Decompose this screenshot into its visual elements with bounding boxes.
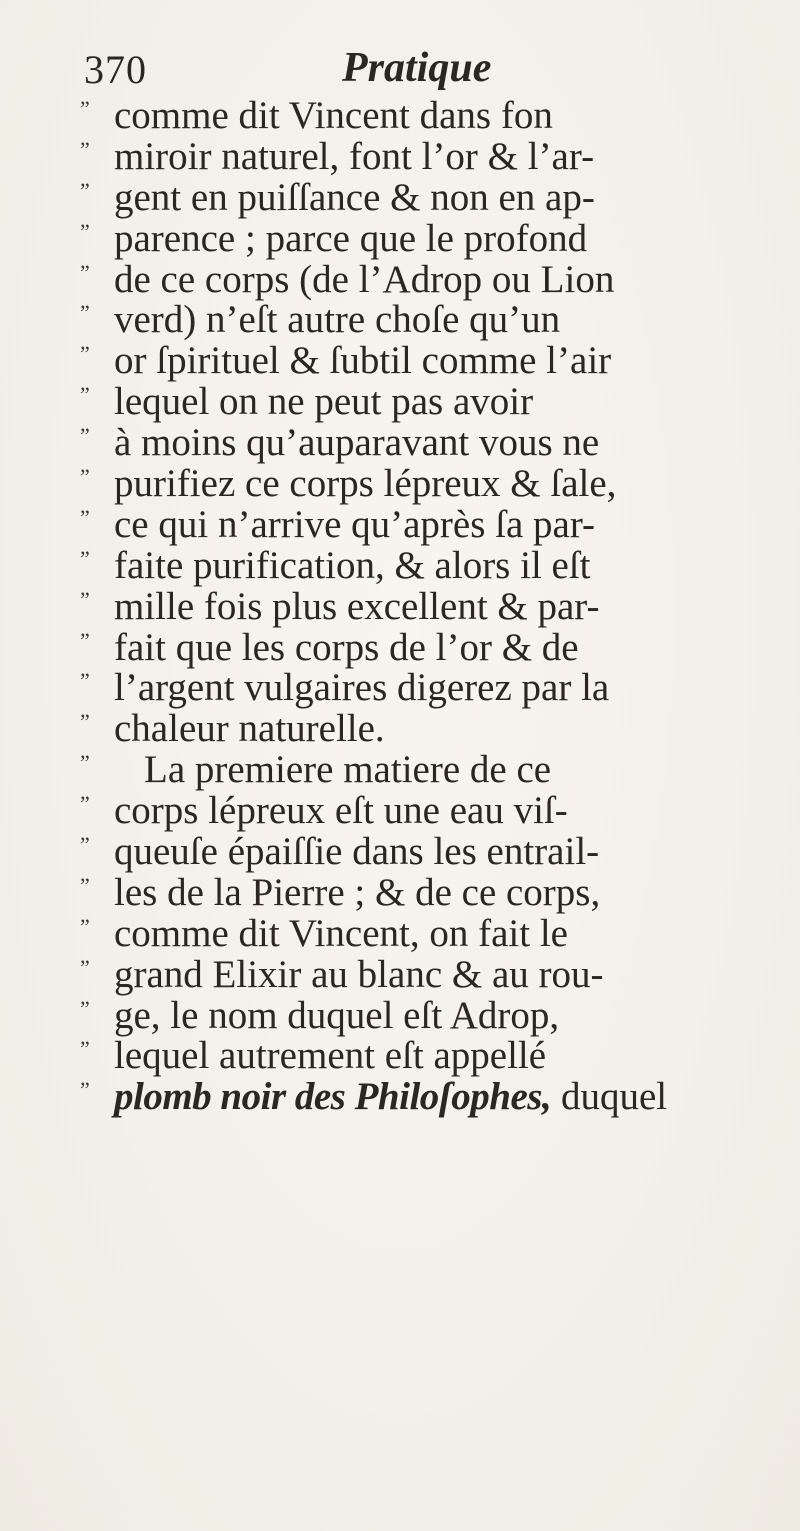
text-line (80, 216, 720, 260)
text-line (80, 1077, 720, 1118)
line-text: chaleur naturelle. (114, 707, 385, 751)
quote-mark: ” (80, 218, 90, 244)
italic-phrase: plomb noir des Philoſophes, (114, 1075, 552, 1119)
quote-mark: ” (80, 832, 90, 858)
text-line (80, 993, 720, 1037)
quote-mark: ” (80, 913, 90, 939)
line-text: queuſe épaiſſie dans les entrail- (114, 830, 600, 874)
line-text: comme dit Vincent dans fon (114, 94, 553, 137)
line-text: lequel autrement eſt appellé (114, 1034, 547, 1078)
quote-mark: ” (80, 341, 90, 367)
quote-mark: ” (80, 872, 90, 898)
line-text: corps lépreux eſt une eau viſ- (114, 789, 568, 833)
quote-mark: ” (80, 300, 90, 326)
text-line (80, 96, 720, 137)
line-text: l’argent vulgaires digerez par la (114, 666, 610, 710)
quote-mark: ” (80, 791, 90, 817)
line-text: gent en puiſſance & non en ap- (114, 175, 595, 219)
line-text: grand Elixir au blanc & au rou- (114, 952, 604, 996)
quote-mark: ” (80, 709, 90, 735)
quote-mark: ” (80, 1077, 90, 1103)
line-text: verd) n’eſt autre choſe qu’un (114, 298, 561, 342)
quote-mark: ” (80, 954, 90, 980)
quote-mark: ” (80, 423, 90, 449)
line-text: les de la Pierre ; & de ce corps, (114, 870, 601, 914)
text-line (80, 134, 720, 178)
paragraph-start-line (80, 750, 720, 791)
text-line (80, 911, 720, 955)
text-line (80, 625, 720, 669)
quote-mark: ” (80, 750, 90, 776)
page-number: 370 (84, 47, 147, 92)
line-text: or ſpirituel & ſubtil comme l’air (114, 339, 612, 383)
line-text: à moins qu’auparavant vous ne (114, 421, 600, 465)
line-text: comme dit Vincent, on fait le (114, 911, 568, 955)
quote-mark: ” (80, 259, 90, 285)
text-line (80, 257, 720, 301)
line-text: La premiere matiere de ce (144, 748, 552, 792)
text-line (80, 709, 720, 750)
text-line (80, 464, 720, 505)
line-text: ce qui n’arrive qu’après ſa par- (114, 502, 596, 546)
text-line (80, 543, 720, 587)
quote-mark: ” (80, 668, 90, 694)
line-text: ge, le nom duquel eſt Adrop, (114, 993, 560, 1037)
text-line (80, 1036, 720, 1077)
quote-mark: ” (80, 177, 90, 203)
line-text: miroir naturel, font l’or & l’ar- (114, 134, 595, 178)
text-line (80, 341, 720, 382)
quote-mark: ” (80, 545, 90, 571)
line-text: lequel on ne peut pas avoir (114, 380, 534, 424)
text-line (80, 423, 720, 464)
text-line (80, 175, 720, 219)
quote-mark: ” (80, 96, 90, 121)
quote-mark: ” (80, 136, 90, 162)
line-text: duquel (560, 1075, 668, 1119)
running-head: Pratique (342, 45, 492, 91)
line-text: purifiez ce corps lépreux & ſale, (114, 462, 617, 506)
line-text: mille fois plus excellent & par- (114, 584, 600, 628)
quote-mark: ” (80, 382, 90, 408)
line-text: faite purification, & alors il eſt (114, 543, 591, 587)
text-line (80, 668, 720, 709)
text-line (80, 832, 720, 873)
text-line (80, 502, 720, 546)
quote-mark: ” (80, 1036, 90, 1062)
quote-mark: ” (80, 504, 90, 530)
text-line (80, 791, 720, 832)
quote-mark: ” (80, 464, 90, 490)
line-text: parence ; parce que le profond (114, 216, 588, 260)
quote-mark: ” (80, 586, 90, 612)
text-line (80, 300, 720, 341)
text-line (80, 584, 720, 628)
line-text: de ce corps (de l’Adrop ou Lion (114, 257, 615, 301)
text-line (80, 382, 720, 423)
text-line (80, 952, 720, 996)
quote-mark: ” (80, 627, 90, 653)
quote-mark: ” (80, 995, 90, 1021)
text-line (80, 870, 720, 914)
line-text: fait que les corps de l’or & de (114, 625, 579, 669)
body-text (80, 96, 720, 1118)
